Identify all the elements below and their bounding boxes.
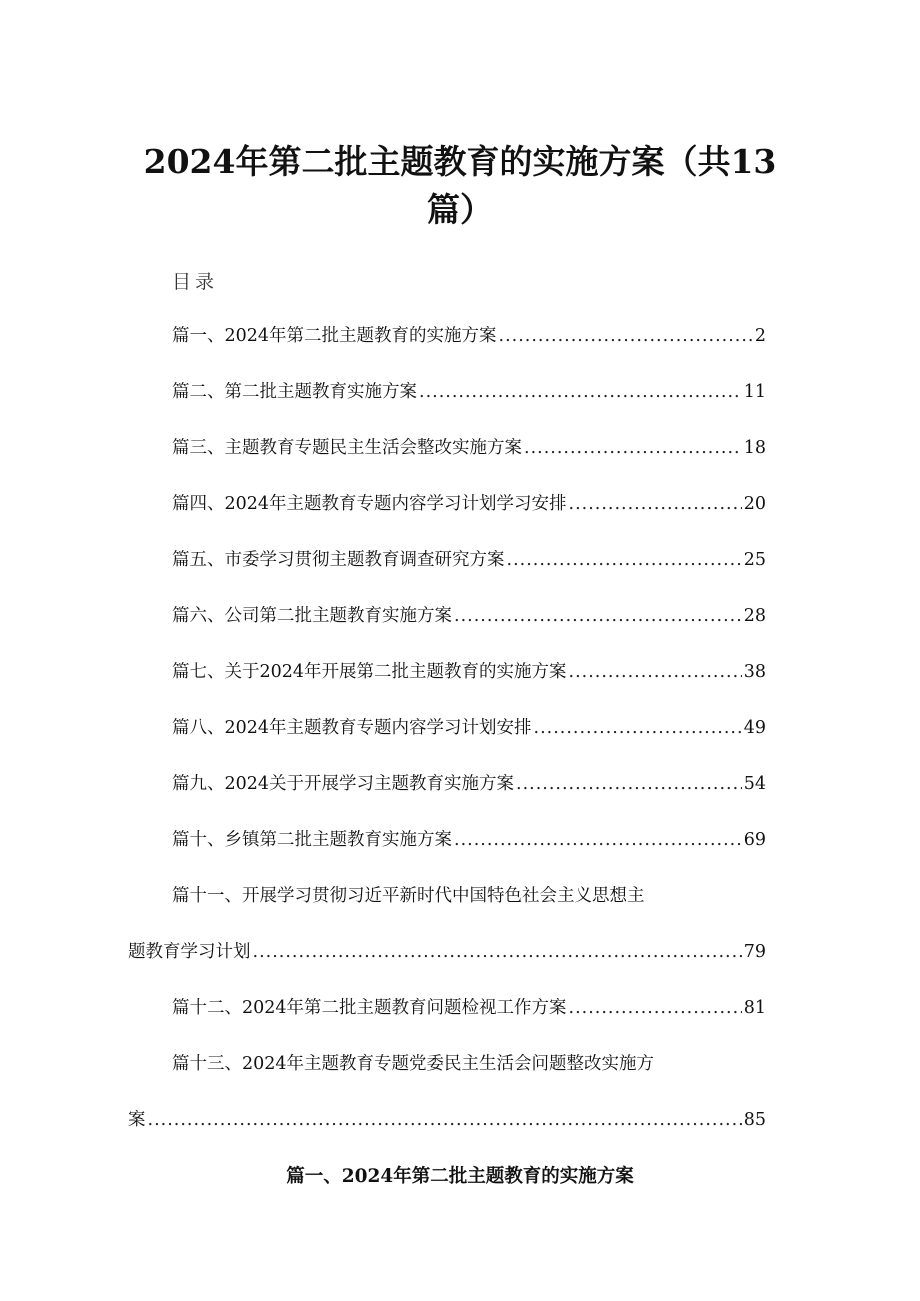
- toc-entry-label: 篇九、2024关于开展学习主题教育实施方案: [172, 774, 515, 794]
- title-line-2: 篇）: [427, 190, 493, 229]
- toc-page-number: 69: [743, 830, 766, 850]
- toc-leader-dots: [454, 602, 742, 630]
- toc-leader-dots: [516, 770, 742, 798]
- toc-entry-label: 篇十、乡镇第二批主题教育实施方案: [172, 830, 452, 850]
- toc-page-number: 85: [743, 1110, 766, 1130]
- toc-page-number: 54: [743, 774, 766, 794]
- toc-page-number: 25: [743, 550, 766, 570]
- toc-entry-label-line-2: 案: [128, 1110, 146, 1130]
- toc-entry[interactable]: [172, 658, 766, 686]
- toc-label: 目录: [172, 271, 219, 293]
- document-title: [130, 138, 790, 234]
- toc-entry[interactable]: [128, 938, 766, 966]
- toc-entry[interactable]: [172, 378, 766, 406]
- toc-page-number: 11: [743, 382, 766, 402]
- toc-page-number: 79: [743, 942, 766, 962]
- toc-entry[interactable]: [172, 490, 766, 518]
- toc-leader-dots: [524, 434, 742, 462]
- toc-leader-dots: [454, 826, 742, 854]
- title-line-1: 2024年第二批主题教育的实施方案（共13: [143, 142, 777, 181]
- toc-leader-dots: [499, 322, 753, 350]
- toc-entry[interactable]: [172, 546, 766, 574]
- toc-entry[interactable]: [172, 770, 766, 798]
- toc-entry-label: 篇六、公司第二批主题教育实施方案: [172, 606, 452, 626]
- toc-page-number: 49: [743, 718, 766, 738]
- toc-entry-label: 篇七、关于2024年开展第二批主题教育的实施方案: [172, 662, 567, 682]
- toc-entry[interactable]: [172, 714, 766, 742]
- toc-entry[interactable]: [172, 826, 766, 854]
- toc-entry-label: 篇三、主题教育专题民主生活会整改实施方案: [172, 438, 522, 458]
- toc-leader-dots: [569, 658, 742, 686]
- toc-page-number: 28: [743, 606, 766, 626]
- toc-entry-label: 篇四、2024年主题教育专题内容学习计划学习安排: [172, 494, 567, 514]
- toc-entry-label: 篇五、市委学习贯彻主题教育调查研究方案: [172, 550, 505, 570]
- toc-page-number: 38: [743, 662, 766, 682]
- toc-page-number: 81: [743, 998, 766, 1018]
- toc-entry-label-line-1[interactable]: 篇十一、开展学习贯彻习近平新时代中国特色社会主义思想主: [172, 886, 645, 906]
- toc-leader-dots: [569, 994, 742, 1022]
- toc-entry-label-line-2: 题教育学习计划: [128, 942, 251, 962]
- toc-leader-dots: [419, 378, 742, 406]
- toc-leader-dots: [569, 490, 742, 518]
- toc-entry[interactable]: [172, 322, 766, 350]
- toc-leader-dots: [534, 714, 742, 742]
- section-heading: 篇一、2024年第二批主题教育的实施方案: [286, 1166, 634, 1187]
- toc-entry[interactable]: [172, 994, 766, 1022]
- toc-entry-label: 篇二、第二批主题教育实施方案: [172, 382, 417, 402]
- toc-leader-dots: [253, 938, 742, 966]
- toc-page-number: 2: [754, 326, 766, 346]
- toc-entry[interactable]: [128, 1106, 766, 1134]
- toc-entry-label-line-1[interactable]: 篇十三、2024年主题教育专题党委民主生活会问题整改实施方: [172, 1054, 655, 1074]
- toc-entry-label: 篇十二、2024年第二批主题教育问题检视工作方案: [172, 998, 567, 1018]
- toc-entry-label: 篇一、2024年第二批主题教育的实施方案: [172, 326, 497, 346]
- toc-leader-dots: [148, 1106, 742, 1134]
- toc-leader-dots: [507, 546, 742, 574]
- toc-page-number: 18: [743, 438, 766, 458]
- toc-entry[interactable]: [172, 434, 766, 462]
- toc-entry-label: 篇八、2024年主题教育专题内容学习计划安排: [172, 718, 532, 738]
- toc-entry[interactable]: [172, 602, 766, 630]
- toc-page-number: 20: [743, 494, 766, 514]
